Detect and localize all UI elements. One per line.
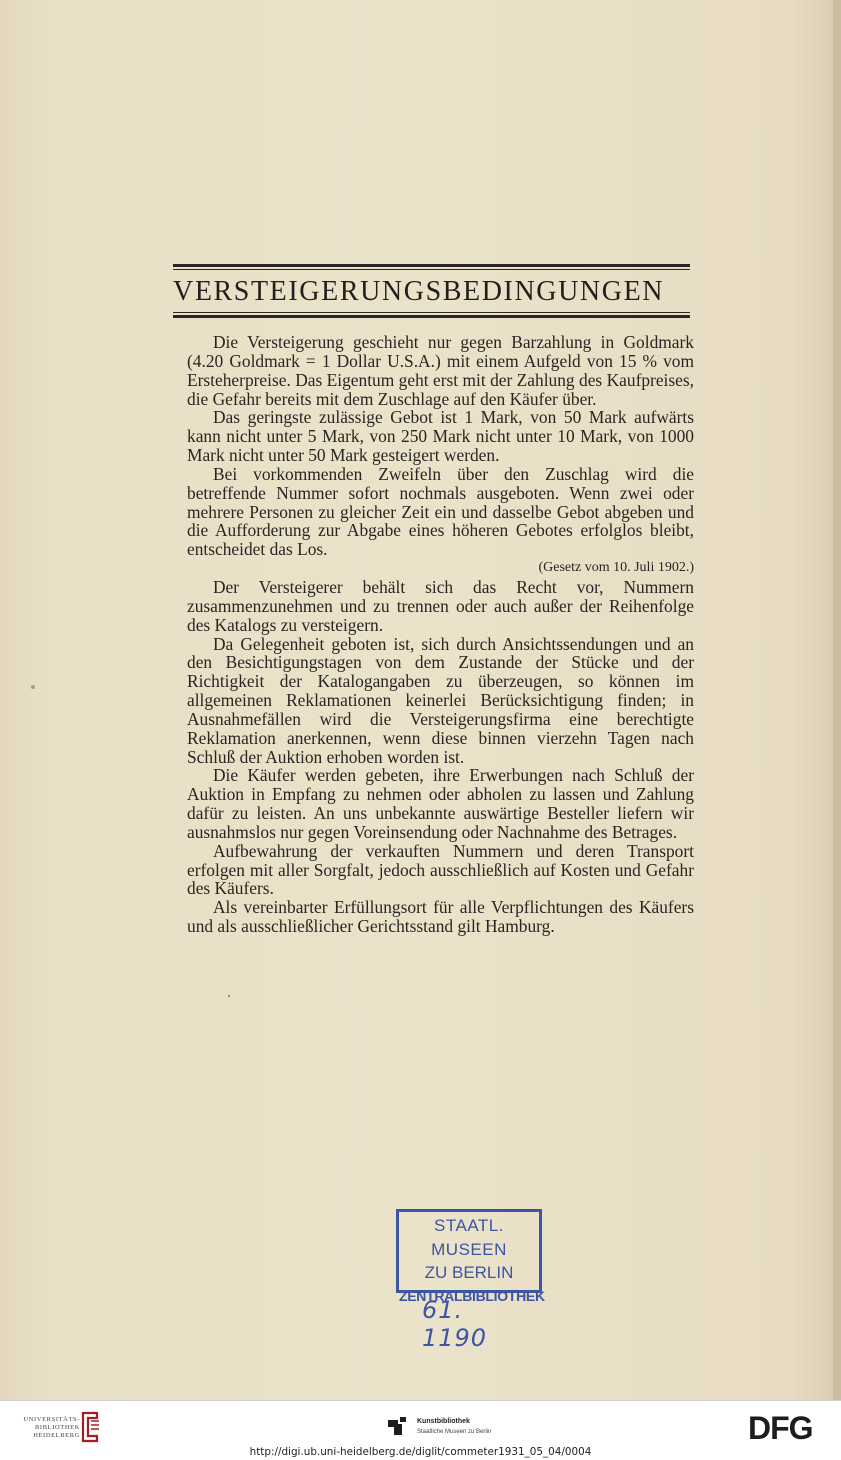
university-library-logo-icon [78,1410,102,1444]
source-url[interactable]: http://digi.ub.uni-heidelberg.de/diglit/commeter1931_05_04/0004 [249,1446,592,1458]
kunstbibliothek-title: Kunstbibliothek [417,1418,470,1425]
paragraph-disputes: Bei vorkommenden Zweifeln über den Zuschlag wird die betreffende Nummer sofort nochmals ausgeboten. Wenn zwei oder mehrere Personen zu gleicher Zeit ein und dasselbe Gebot abgeben und die Aufforderung zur Abgabe eines höheren Gebotes erfolglos bleibt, entscheidet das Los. [187,463,694,560]
speck [31,685,35,689]
handwritten-shelfmark: 61. 1190 [422,1296,488,1352]
heading-rule-bottom-thin [173,312,690,313]
stamp-line-1: STAATL. MUSEEN [431,1216,507,1259]
university-line-1: UNIVERSITÄTS- [23,1416,80,1423]
heading-rule-bottom [173,315,690,318]
heading-rule-top-thin [173,269,690,270]
paragraph-collection: Die Käufer werden gebeten, ihre Erwerbungen nach Schluß der Auktion in Empfang zu nehmen oder abholen zu lassen und Zahlung dafür zu leisten. An uns unbekannte auswärtige Besteller liefern wir ausnahmslos nur gegen Voreinsendung oder Nachnahme des Betrages. [187,765,694,842]
law-citation: (Gesetz vom 10. Juli 1902.) [538,560,694,576]
heading-rule-top [173,264,690,267]
paragraph-jurisdiction: Als vereinbarter Erfüllungsort für alle Verpflichtungen des Käufers und als ausschließlicher Gerichtsstand gilt Hamburg. [187,897,694,937]
page-edge-shadow [833,0,841,1400]
page-title: VERSTEIGERUNGSBEDINGUNGEN [173,276,665,307]
paragraph-complaints: Da Gelegenheit geboten ist, sich durch Ansichtssendungen und an den Besichtigungstagen von dem Zustande der Stücke und der Richtigkeit der Katalogangaben zu überzeugen, so können im allgemeinen Reklamationen keinerlei Berücksichtigung finden; in Ausnahmefällen wird die Versteigerungsfirma eine berechtigte Reklamation anerkennen, wenn diese binnen vierzehn Tagen nach Schluß der Auktion erhoben worden ist. [187,633,694,767]
footer-divider [0,1400,841,1401]
stamp-line-2: ZU BERLIN [424,1263,514,1282]
conditions-text [187,333,694,936]
speck [228,995,230,997]
paragraph-storage: Aufbewahrung der verkauften Nummern und deren Transport erfolgen mit aller Sorgfalt, jedoch ausschließlich auf Kosten und Gefahr des Käufers. [187,840,694,899]
library-stamp [396,1209,545,1304]
paragraph-payment: Die Versteigerung geschieht nur gegen Barzahlung in Goldmark (4.20 Goldmark = 1 Dollar U.S.A.) mit einem Aufgeld von 15 % vom Ersteherpreise. Das Eigentum geht erst mit der Zahlung des Kaufpreises, die Gefahr bereits mit dem Zuschlage auf den Käufer über. [187,332,694,409]
paragraph-lot-order: Der Versteigerer behält sich das Recht vor, Nummern zusammenzunehmen und zu trennen oder auch außer der Reihenfolge des Katalogs zu versteigern. [187,576,694,635]
university-line-3: HEIDELBERG [33,1432,80,1439]
university-library-name [10,1416,80,1440]
kunstbibliothek-subtitle: Staatliche Museen zu Berlin [417,1429,492,1435]
paragraph-minimum-bid: Das geringste zulässige Gebot ist 1 Mark, von 50 Mark aufwärts kann nicht unter 5 Mark, von 250 Mark nicht unter 10 Mark, von 1000 Mark nicht unter 50 Mark gesteigert werden. [187,407,694,466]
dfg-logo: DFG [748,1410,813,1446]
kunstbibliothek-logo-icon [386,1415,408,1437]
university-line-2: BIBLIOTHEK [35,1424,80,1431]
stamp-line-3: ZENTRALBIBLIOTHEK [399,1288,545,1304]
